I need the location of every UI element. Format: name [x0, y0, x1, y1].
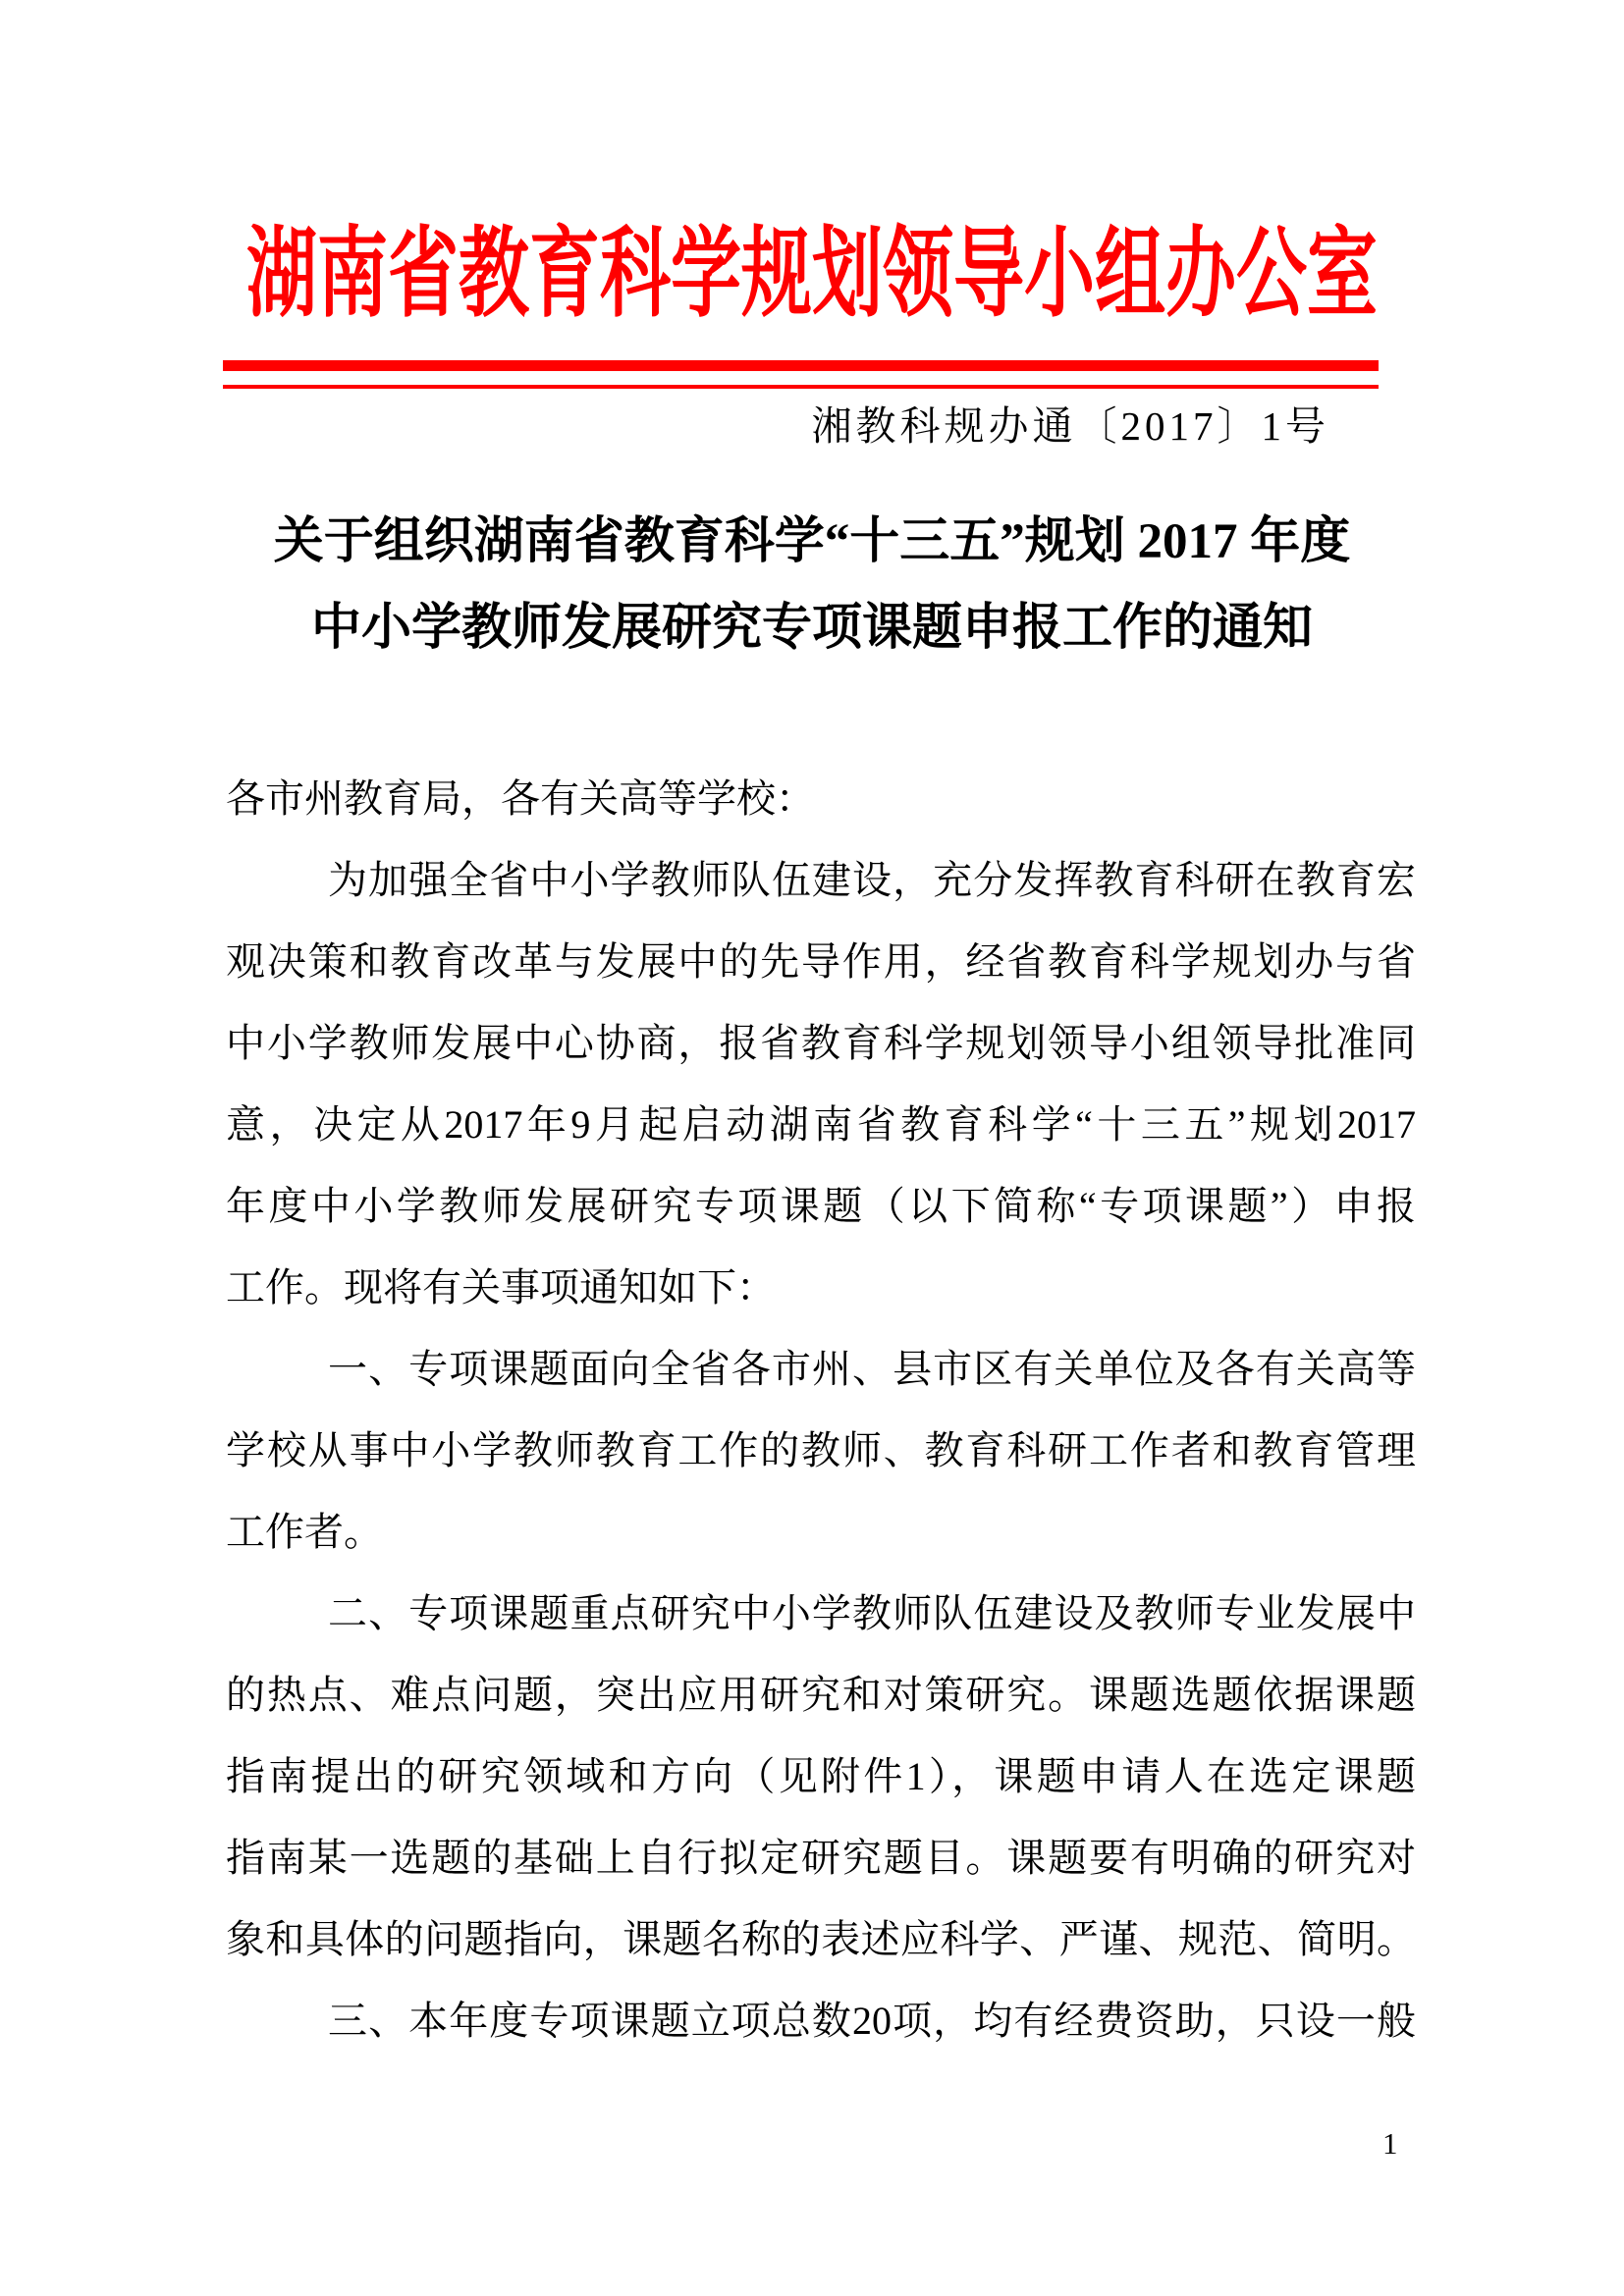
body-line: 意，决定从2017年9月起启动湖南省教育科学“十三五”规划2017	[226, 1102, 1416, 1147]
notice-title-line-1: 关于组织湖南省教育科学“十三五”规划 2017 年度	[273, 514, 1351, 569]
document-reference-number: 湘教科规办通〔2017〕1号	[811, 403, 1329, 449]
body-line-item-2: 二、专项课题重点研究中小学教师队伍建设及教师专业发展中	[328, 1591, 1416, 1635]
body-line: 中小学教师发展中心协商，报省教育科学规划领导小组领导批准同	[226, 1021, 1416, 1065]
body-line: 的热点、难点问题，突出应用研究和对策研究。课题选题依据课题	[226, 1673, 1416, 1717]
notice-body	[226, 758, 1416, 2061]
body-line: 工作者。	[226, 1510, 383, 1554]
body-line: 指南提出的研究领域和方向（见附件1），课题申请人在选定课题	[226, 1754, 1416, 1798]
red-separator-thick	[223, 360, 1379, 371]
body-line: 观决策和教育改革与发展中的先导作用，经省教育科学规划办与省	[226, 939, 1416, 984]
body-line: 象和具体的问题指向，课题名称的表述应科学、严谨、规范、简明。	[226, 1917, 1416, 1961]
notice-title	[0, 499, 1624, 671]
body-line: 为加强全省中小学教师队伍建设，充分发挥教育科研在教育宏	[328, 858, 1416, 902]
body-line-salutation: 各市州教育局，各有关高等学校：	[226, 776, 815, 821]
body-line-item-3: 三、本年度专项课题立项总数20项，均有经费资助，只设一般	[328, 1999, 1416, 2043]
letterhead-org-title	[0, 218, 1624, 331]
page-number: 1	[1382, 2126, 1398, 2161]
body-line-item-1: 一、专项课题面向全省各市州、县市区有关单位及各有关高等	[328, 1347, 1416, 1391]
notice-title-line-2: 中小学教师发展研究专项课题申报工作的通知	[310, 601, 1313, 656]
body-line: 工作。现将有关事项通知如下：	[226, 1265, 776, 1309]
letterhead-org-title-text: 湖南省教育科学规划领导小组办公室	[246, 220, 1378, 329]
body-line: 年度中小学教师发展研究专项课题（以下简称“专项课题”）申报	[226, 1184, 1416, 1228]
body-line: 学校从事中小学教师教育工作的教师、教育科研工作者和教育管理	[226, 1428, 1416, 1472]
body-line: 指南某一选题的基础上自行拟定研究题目。课题要有明确的研究对	[226, 1836, 1416, 1880]
red-separator-thin	[223, 385, 1379, 389]
